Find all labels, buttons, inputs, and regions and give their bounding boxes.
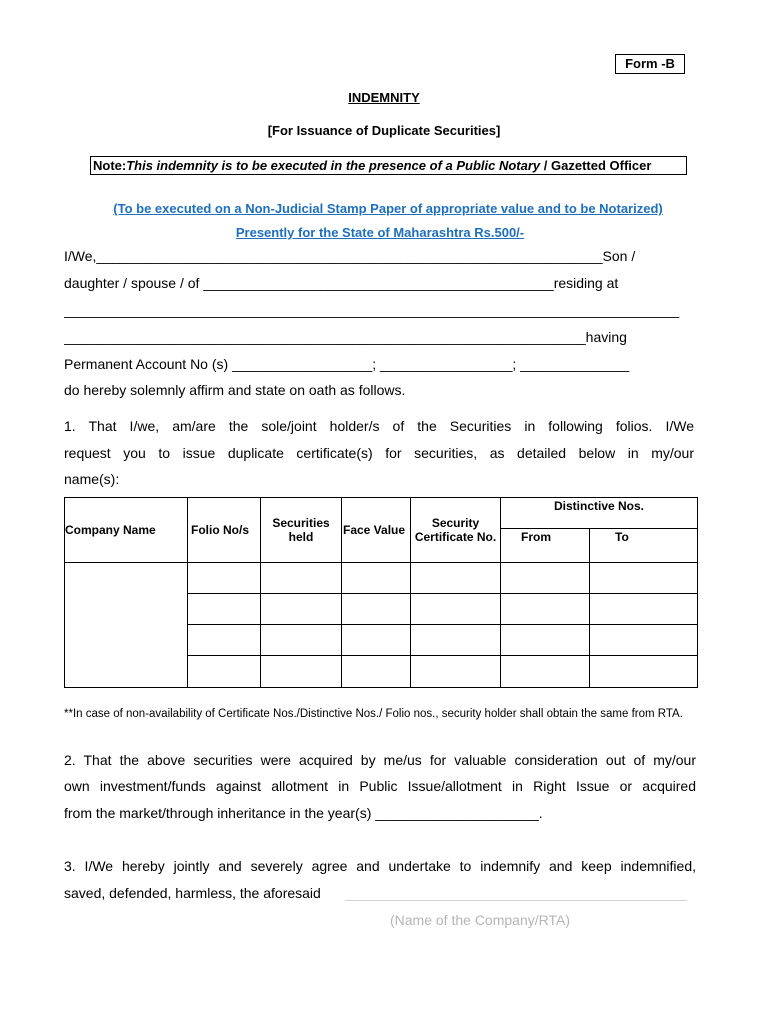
para3-line-2: saved, defended, harmless, the aforesaid <box>64 885 321 901</box>
company-name-blank <box>345 900 687 901</box>
affirm-line: do hereby solemnly affirm and state on oath as follows. <box>64 382 406 398</box>
address-line-1: _______________________________________________________________________________ <box>64 302 680 318</box>
table-row <box>65 563 698 594</box>
para2-line-2: own investment/funds against allotment in Public Issue/allotment in Right Issue or acquired <box>64 778 696 794</box>
note-prefix: Note: <box>93 158 127 173</box>
para2-line-3: from the market/through inheritance in the year(s) _____________________. <box>64 805 543 821</box>
note-box <box>90 156 687 175</box>
para1-line-2: request you to issue duplicate certificate(s) for securities, as detailed below in my/our <box>64 445 694 461</box>
state-fee-line: Presently for the State of Maharashtra Rs.500/- <box>235 225 525 240</box>
para1-line-3: name(s): <box>64 471 120 487</box>
stamp-paper-line: (To be executed on a Non-Judicial Stamp Paper of appropriate value and to be Notarized) <box>113 201 663 216</box>
relation-line: daughter / spouse / of _____________________________________________residing at <box>64 275 619 291</box>
declarant-name-line: I/We,_________________________________________________________________Son / <box>64 248 636 264</box>
col-company-name: Company Name <box>65 523 156 537</box>
document-subtitle: [For Issuance of Duplicate Securities] <box>267 123 501 138</box>
note-italic: This indemnity is to be executed in the presence of a Public Notary <box>126 158 541 173</box>
col-folio-no: Folio No/s <box>191 523 249 537</box>
para2-line-1: 2. That the above securities were acquired by me/us for valuable consideration out of my/our <box>64 752 696 768</box>
note-suffix: / Gazetted Officer <box>540 158 652 173</box>
col-security-cert-no: Security Certificate No. <box>414 516 497 544</box>
document-title: INDEMNITY <box>348 90 420 105</box>
para1-line-1: 1. That I/we, am/are the sole/joint holder/s of the Securities in following folios. I/We <box>64 418 694 434</box>
col-face-value: Face Value <box>343 523 406 537</box>
para3-line-1: 3. I/We hereby jointly and severely agree and undertake to indemnify and keep indemnified, <box>64 858 696 874</box>
address-line-2: ___________________________________________________________________having <box>64 329 627 345</box>
form-label: Form -B <box>615 54 685 74</box>
company-name-placeholder: (Name of the Company/RTA) <box>390 912 570 928</box>
footnote: **In case of non-availability of Certificate Nos./Distinctive Nos./ Folio nos., security holder shall obtain the same from RTA. <box>64 708 683 720</box>
col-distinctive-nos: Distinctive Nos. <box>553 499 645 513</box>
col-from: From <box>521 530 551 544</box>
col-to: To <box>615 530 629 544</box>
col-securities-held: Securities held <box>272 516 330 544</box>
pan-line: Permanent Account No (s) __________________; _________________; ______________ <box>64 356 630 372</box>
securities-table <box>64 497 698 688</box>
